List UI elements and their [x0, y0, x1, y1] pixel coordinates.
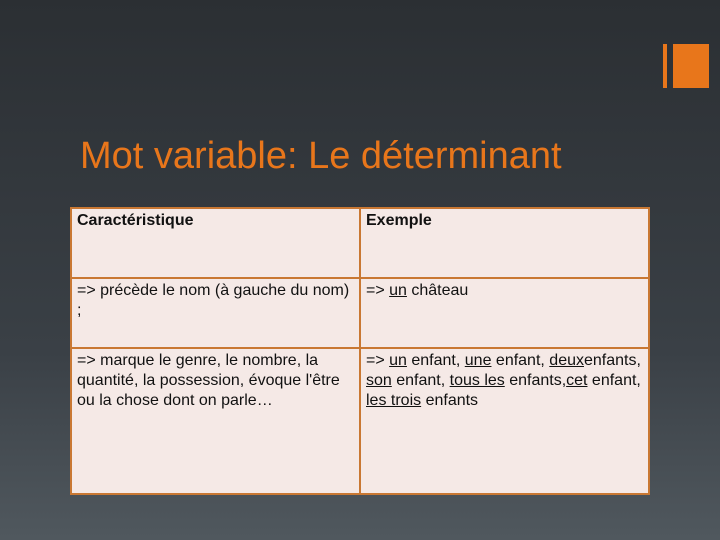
- row1-characteristic: => précède le nom (à gauche du nom) ;: [71, 278, 360, 348]
- example-text: enfant,: [491, 352, 550, 369]
- example-determinant: cet: [566, 372, 588, 389]
- table-row: [71, 278, 649, 348]
- example-text: enfants,: [584, 352, 641, 369]
- example-text: enfants: [421, 392, 479, 409]
- example-determinant: tous les: [449, 372, 505, 389]
- determinant-table: [70, 207, 650, 495]
- example-text: enfant,: [587, 372, 641, 389]
- slide-title: Mot variable: Le déterminant: [80, 135, 562, 177]
- example-determinant: son: [366, 372, 392, 389]
- example-determinant: un: [389, 352, 407, 369]
- example-text: enfants,: [504, 372, 567, 389]
- row2-characteristic: => marque le genre, le nombre, la quantité, la possession, évoque l'être ou la chose dont on parle…: [71, 348, 360, 494]
- row1-example: [360, 278, 649, 348]
- header-example: Exemple: [360, 208, 649, 278]
- row1-example-prefix: =>: [366, 282, 390, 299]
- example-text: =>: [366, 352, 390, 369]
- row2-example: [360, 348, 649, 494]
- accent-bar-thin: [663, 44, 667, 88]
- row1-example-determinant: un: [389, 282, 407, 299]
- table-row: [71, 348, 649, 494]
- example-text: enfant,: [406, 352, 465, 369]
- example-determinant: deux: [549, 352, 584, 369]
- example-determinant: une: [464, 352, 492, 369]
- table-header-row: [71, 208, 649, 278]
- header-characteristic: Caractéristique: [71, 208, 360, 278]
- accent-bar-thick: [673, 44, 709, 88]
- row1-example-rest: château: [406, 282, 469, 299]
- example-text: enfant,: [391, 372, 450, 389]
- example-determinant: les trois: [366, 392, 422, 409]
